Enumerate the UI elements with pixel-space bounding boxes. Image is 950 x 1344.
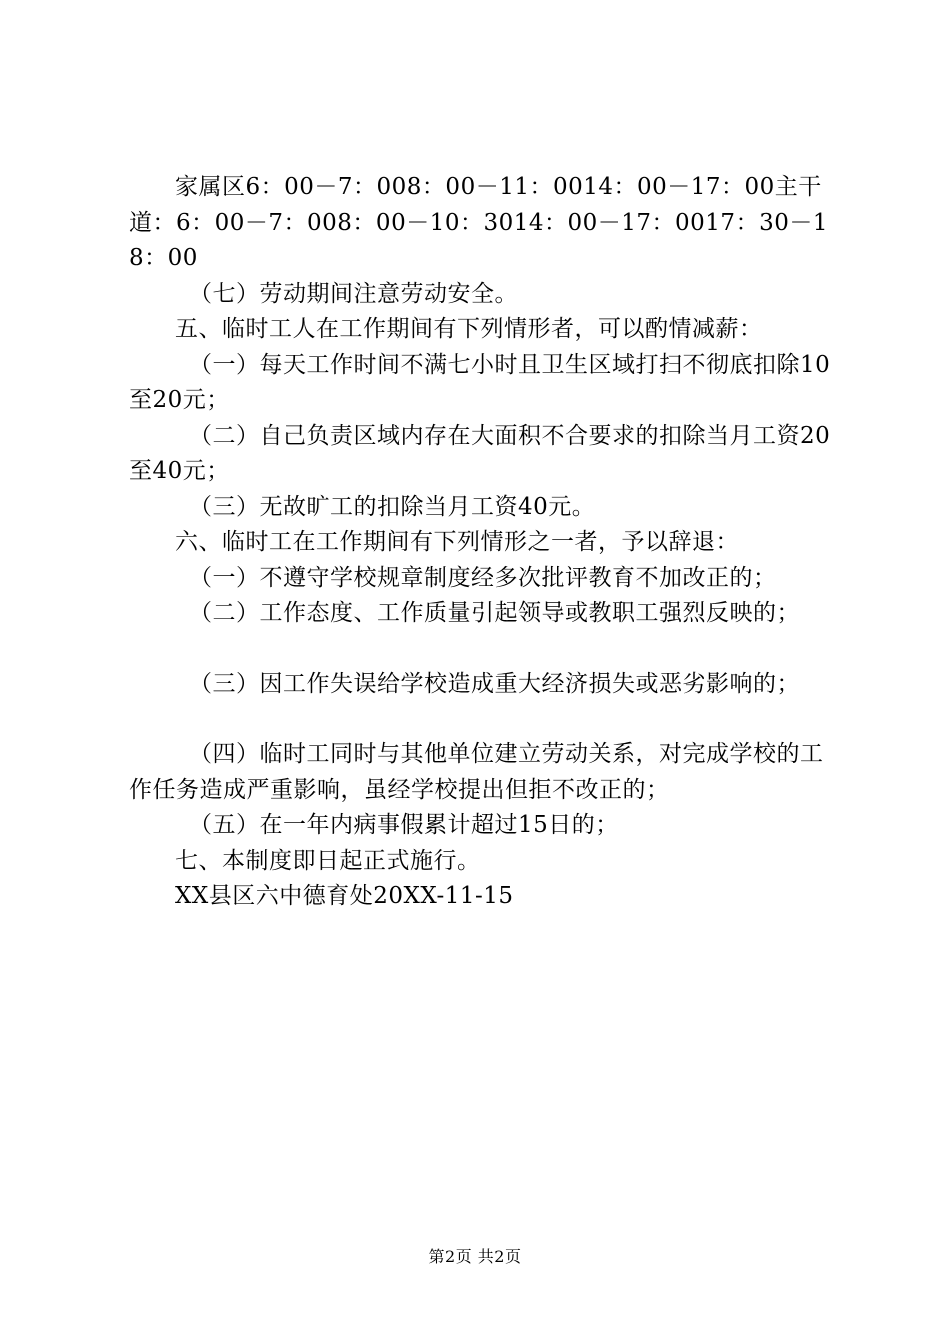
safety-item-paragraph: （七）劳动期间注意劳动安全。	[189, 280, 518, 307]
deduction-item-1: （一）每天工作时间不满七小时且卫生区域打扫不彻底扣除10至20元；	[129, 351, 831, 413]
dismissal-item-5: （五）在一年内病事假累计超过15日的；	[189, 812, 619, 838]
dismissal-item-1: （一）不遵守学校规章制度经多次批评教育不加改正的；	[189, 564, 777, 591]
document-body	[129, 170, 841, 915]
deduction-item-2: （二）自己负责区域内存在大面积不合要求的扣除当月工资20至40元；	[129, 422, 831, 484]
section-six-heading: 六、临时工在工作期间有下列情形之一者，予以辞退：	[175, 529, 739, 555]
deduction-item-3: （三）无故旷工的扣除当月工资40元。	[189, 493, 596, 520]
dismissal-item-3: （三）因工作失误给学校造成重大经济损失或恶劣影响的；	[189, 670, 800, 697]
section-five-heading: 五、临时工人在工作期间有下列情形者，可以酌情减薪：	[175, 316, 763, 342]
schedule-paragraph: 家属区6：00－7：008：00－11：0014：00－17：00主干道：6：00－7：008：00－10：3014：00－17：0017：30－18：00	[129, 174, 828, 271]
signature-line: XX县区六中德育处20XX-11-15	[175, 883, 514, 909]
dismissal-item-4: （四）临时工同时与其他单位建立劳动关系，对完成学校的工作任务造成严重影响，虽经学校提出但拒不改正的；	[129, 741, 824, 803]
dismissal-item-2: （二）工作态度、工作质量引起领导或教职工强烈反映的；	[189, 600, 800, 626]
section-seven-heading: 七、本制度即日起正式施行。	[175, 847, 481, 874]
page-number-footer: 第2页 共2页	[428, 1247, 522, 1266]
